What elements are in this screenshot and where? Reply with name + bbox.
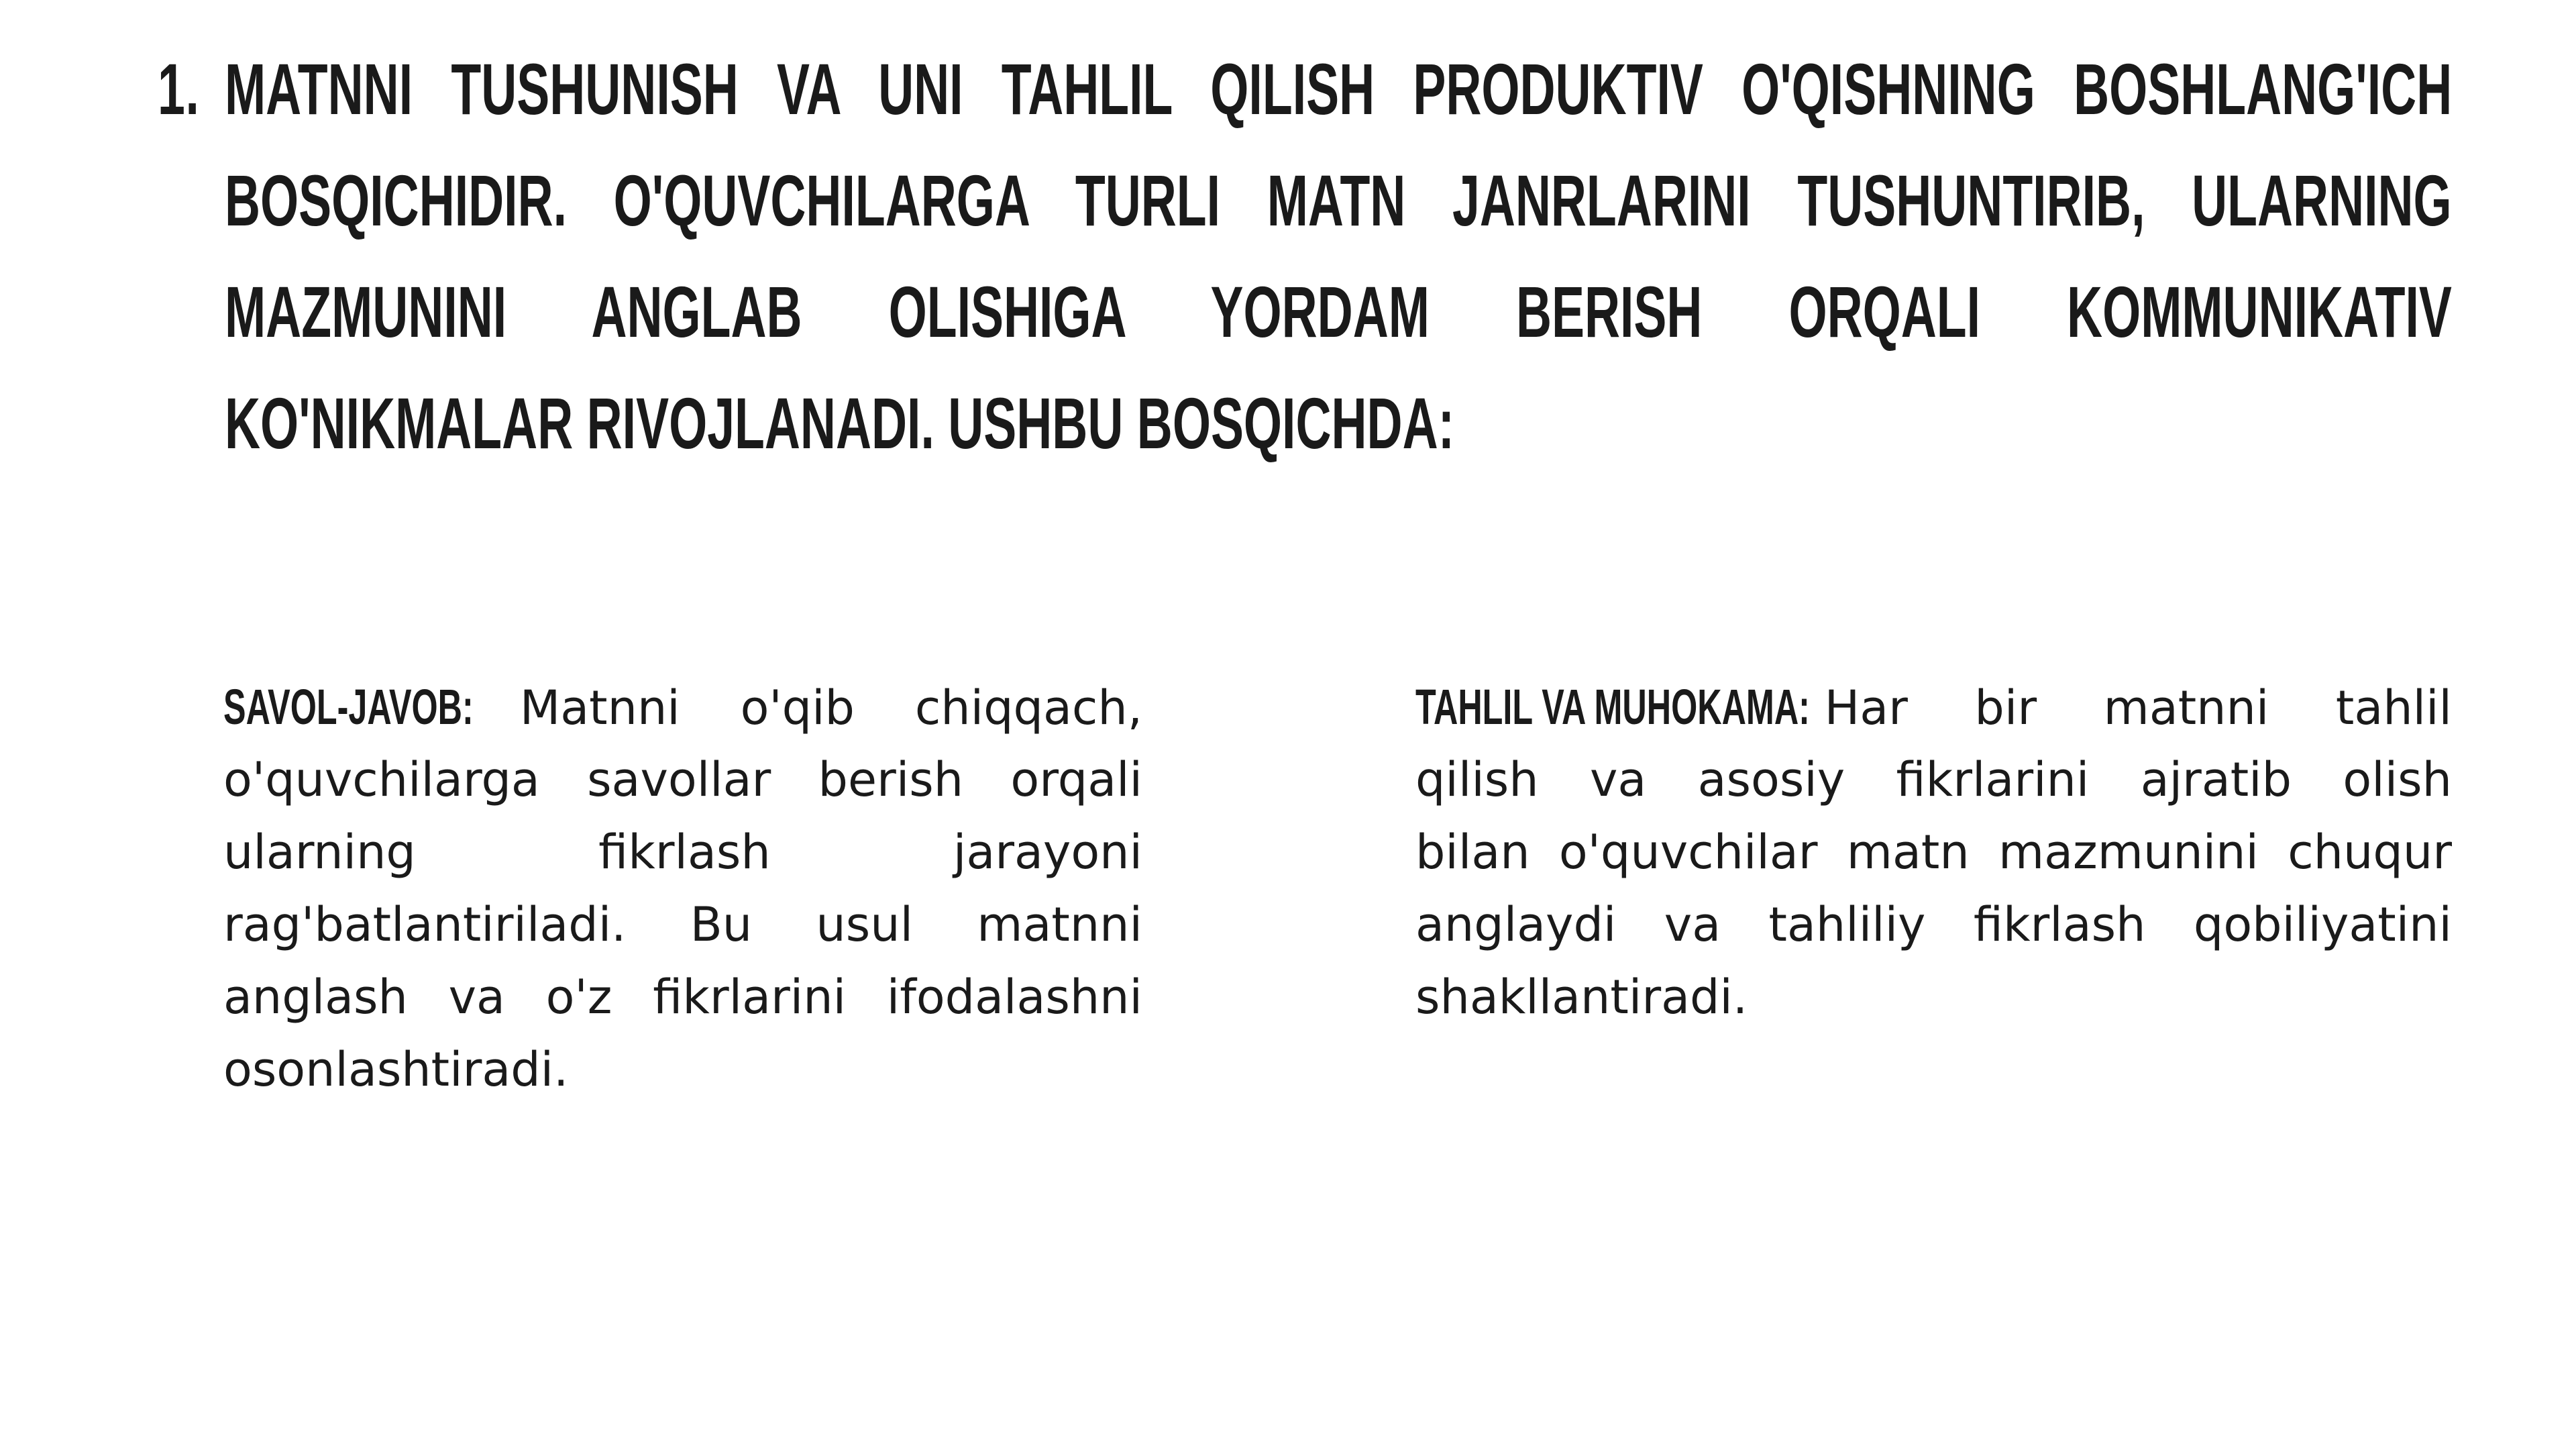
- paragraph-line: [1415, 671, 2452, 743]
- paragraph-line: bilan o'quvchilar matn mazmunini chuqur: [1415, 825, 2452, 880]
- heading-number: 1.: [158, 48, 200, 130]
- paragraph-label: SAVOL-JAVOB:: [223, 679, 474, 735]
- numbered-heading: [158, 34, 2452, 479]
- heading-line-4: KO'NIKMALAR RIVOJLANADI. USHBU BOSQICHDA:: [225, 382, 1455, 464]
- paragraph-line: anglash va o'z fikrlarini ifodalashni: [223, 970, 1142, 1025]
- tahlil-va-muhokama-paragraph: [1415, 671, 2452, 1033]
- paragraph-line: osonlashtiradi.: [223, 1042, 569, 1097]
- heading-line-1: MATNNI TUSHUNISH VA UNI TAHLIL QILISH PRODUKTIV O'QISHNING BOSHLANG'ICH: [225, 48, 2453, 130]
- paragraph-line-text: Matnni o'qib chiqqach,: [519, 680, 1142, 735]
- paragraph-line: rag'batlantiriladi. Bu usul matnni: [223, 897, 1142, 952]
- heading-text: [225, 34, 2452, 479]
- heading-line-3: MAZMUNINI ANGLAB OLISHIGA YORDAM BERISH ORQALI KOMMUNIKATIV: [225, 271, 2452, 352]
- paragraph-line: o'quvchilarga savollar berish orqali: [223, 752, 1142, 807]
- savol-javob-paragraph: [223, 671, 1142, 1106]
- paragraph-label: TAHLIL VA MUHOKAMA:: [1415, 679, 1810, 735]
- paragraph-line: ularning fikrlash jarayoni: [223, 825, 1142, 880]
- paragraph-line: qilish va asosiy fikrlarini ajratib olish: [1415, 752, 2452, 807]
- heading-line-2: BOSQICHIDIR. O'QUVCHILARGA TURLI MATN JANRLARINI TUSHUNTIRIB, ULARNING: [225, 160, 2452, 241]
- paragraph-line: [223, 671, 1142, 743]
- paragraph-line: shakllantiradi.: [1415, 970, 1748, 1025]
- paragraph-line: anglaydi va tahliliy fikrlash qobiliyatini: [1415, 897, 2452, 952]
- paragraph-line-text: Har bir matnni tahlil: [1824, 680, 2452, 735]
